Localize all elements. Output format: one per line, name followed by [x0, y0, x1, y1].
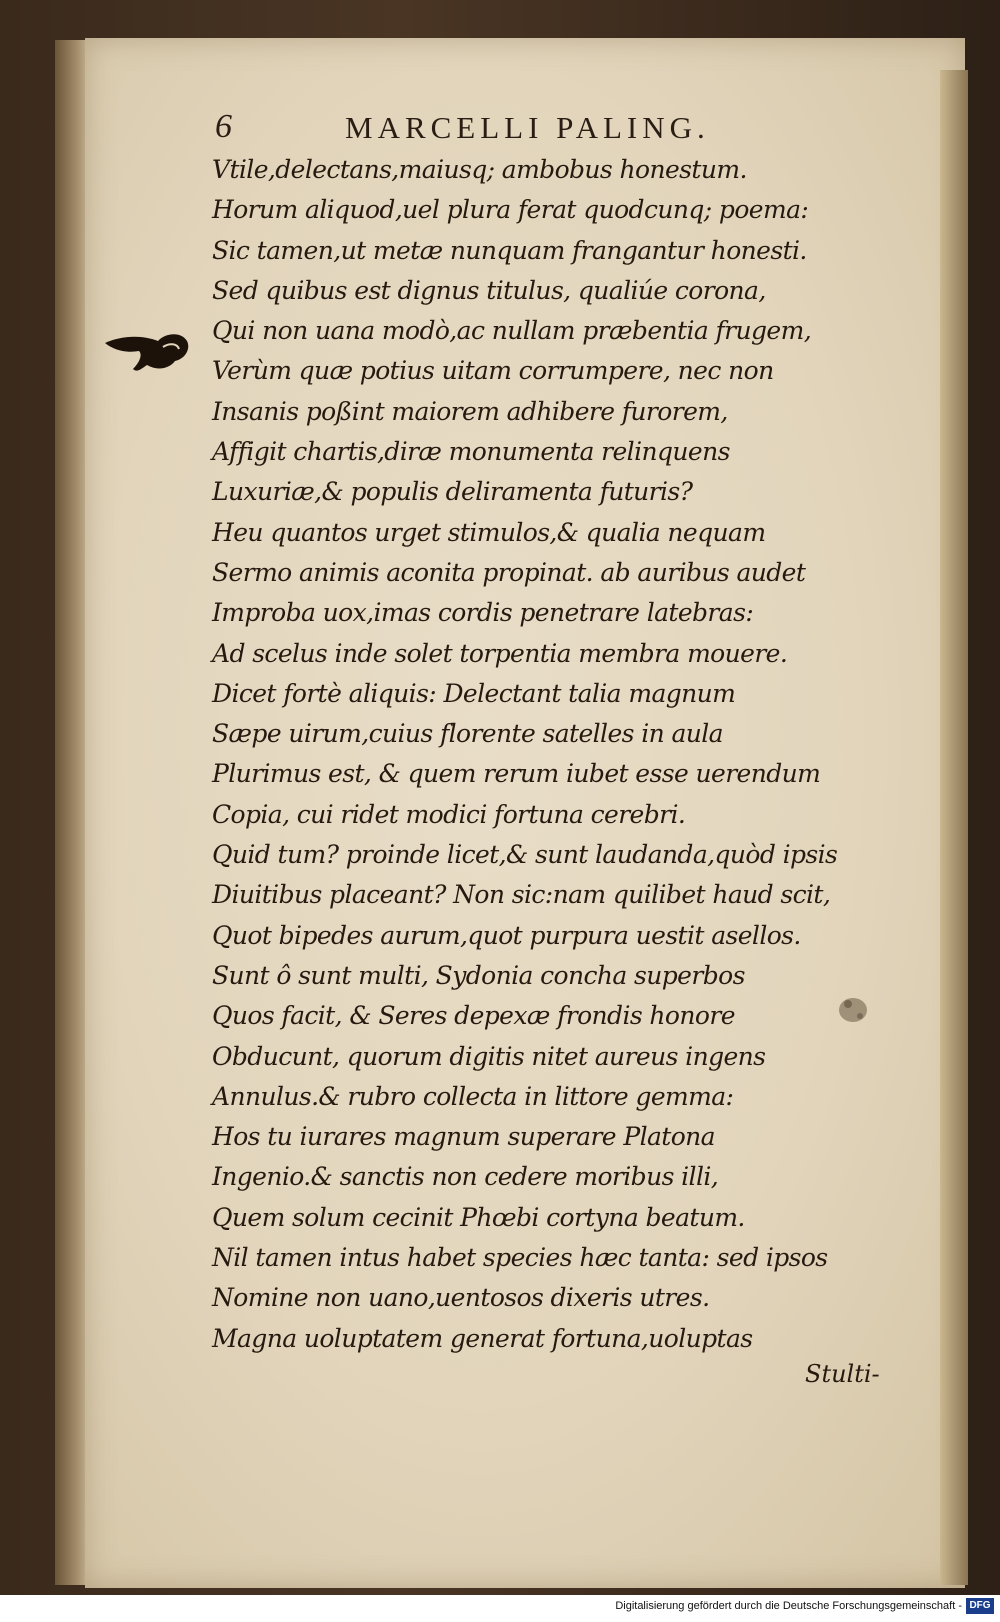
- running-title: MARCELLI PALING.: [345, 110, 710, 145]
- verse-line: Ad scelus inde solet torpentia membra mouere.: [212, 638, 788, 668]
- verse-text: [212, 150, 912, 1359]
- page-header: [215, 108, 775, 154]
- verse-line: Copia, cui ridet modici fortuna cerebri.: [212, 799, 686, 829]
- catchword: Stulti-: [805, 1360, 880, 1388]
- verse-line: Improba uox,imas cordis penetrare latebras:: [212, 598, 754, 628]
- verse-line: Heu quantos urget stimulos,& qualia nequam: [212, 517, 766, 547]
- verse-line: Hos tu iurares magnum superare Platona: [212, 1122, 715, 1152]
- verse-line: Dicet fortè aliquis: Delectant talia magnum: [212, 678, 736, 708]
- verse-line: Horum aliquod,uel plura ferat quodcunq; poema:: [212, 195, 809, 225]
- verse-line: Annulus.& rubro collecta in littore gemma:: [212, 1081, 734, 1111]
- verse-line: Verùm quæ potius uitam corrumpere, nec non: [212, 356, 774, 386]
- digitization-footer: [0, 1595, 1000, 1622]
- verse-line: Sic tamen,ut metæ nunquam frangantur honesti.: [212, 235, 807, 265]
- verse-line: Plurimus est, & quem rerum iubet esse uerendum: [212, 759, 821, 789]
- funding-credit: Digitalisierung gefördert durch die Deutsche Forschungsgemeinschaft -: [615, 1600, 962, 1612]
- verse-line: Quot bipedes aurum,quot purpura uestit asellos.: [212, 920, 801, 950]
- verse-line: Insanis poßint maiorem adhibere furorem,: [212, 396, 728, 426]
- verse-line: Quem solum cecinit Phœbi cortyna beatum.: [212, 1202, 745, 1232]
- verse-line: Sæpe uirum,cuius florente satelles in aula: [212, 719, 723, 749]
- manicule-icon: [103, 325, 193, 375]
- page-edge: [940, 70, 968, 1585]
- verse-line: Nil tamen intus habet species hæc tanta: sed ipsos: [212, 1243, 828, 1273]
- verse-line: Qui non uana modò,ac nullam præbentia frugem,: [212, 316, 812, 346]
- verse-line: Ingenio.& sanctis non cedere moribus illi,: [212, 1162, 719, 1192]
- verse-line: Sed quibus est dignus titulus, qualiúe corona,: [212, 275, 766, 305]
- verse-line: Luxuriæ,& populis deliramenta futuris?: [212, 477, 693, 507]
- verse-line: Diuitibus placeant? Non sic:nam quilibet haud scit,: [212, 880, 831, 910]
- verse-line: Sermo animis aconita propinat. ab auribus audet: [212, 557, 806, 587]
- dfg-logo: DFG: [966, 1598, 994, 1614]
- page-number: 6: [215, 108, 232, 145]
- verse-line: Obducunt, quorum digitis nitet aureus ingens: [212, 1041, 766, 1071]
- verse-line: Quos facit, & Seres depexæ frondis honore: [212, 1001, 735, 1031]
- verse-line: Nomine non uano,uentosos dixeris utres.: [212, 1283, 710, 1313]
- verse-line: Magna uoluptatem generat fortuna,uoluptas: [212, 1323, 753, 1353]
- verse-line: Quid tum? proinde licet,& sunt laudanda,quòd ipsis: [212, 840, 838, 870]
- verse-line: Affigit chartis,diræ monumenta relinquens: [212, 437, 730, 467]
- ink-blot: [830, 990, 876, 1030]
- verse-line: Vtile,delectans,maiusq; ambobus honestum.: [212, 155, 747, 184]
- verse-line: Sunt ô sunt multi, Sydonia concha superbos: [212, 960, 745, 990]
